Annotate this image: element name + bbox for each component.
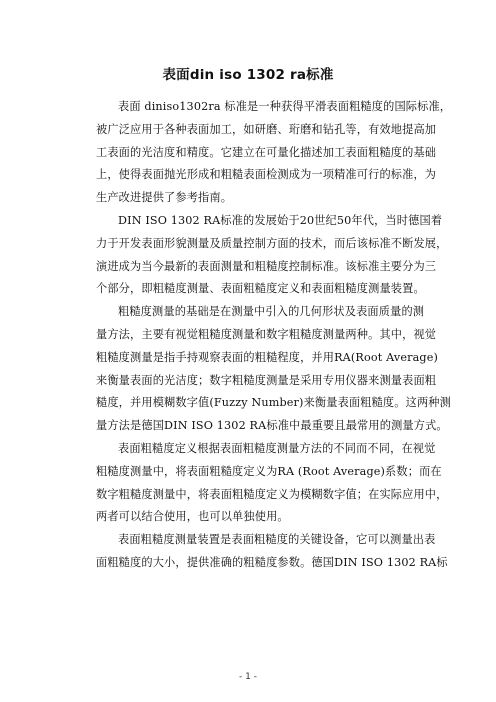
text-line: 表面粗糙度测量装置是表面粗糙度的关键设备，它可以测量出表 [118,533,436,547]
paragraph-3 [74,301,451,438]
text-line: 糙度，并用模糊数字值(Fuzzy Number)来衡量表面粗糙度。这两种测 [96,396,451,410]
text-line: 粗糙度测量是指手持观察表面的粗糙程度，并用RA(Root Average) [96,350,439,364]
text-line: 被广泛应用于各种表面加工，如研磨、珩磨和钻孔等，有效地提高加 [96,122,437,136]
paragraph-2 [74,210,448,301]
page-number: - 1 - [239,672,257,682]
text-line: 来衡量表面的光洁度；数字粗糙度测量是采用专用仪器来测量表面粗 [96,373,437,387]
document-body [74,96,452,575]
paragraph-5 [74,529,448,575]
text-line: 表面粗糙度定义根据表面粗糙度测量方法的不同而不同，在视觉 [118,441,436,455]
text-line: 两者可以结合使用，也可以单独使用。 [96,510,289,524]
text-line: 量方法是德国DIN ISO 1302 RA标准中最重要且最常用的测量方式。 [96,419,448,433]
text-line: 演进成为当今最新的表面测量和粗糙度控制标准。该标准主要分为三 [96,259,437,273]
text-line: 个部分，即粗糙度测量、表面粗糙度定义和表面粗糙度测量装置。 [96,282,425,296]
text-line: 粗糙度测量的基础是在测量中引入的几何形状及表面质量的测 [118,305,425,319]
text-line: 上，使得表面抛光形成和粗糙表面检测成为一项精准可行的标准，为 [96,168,437,182]
text-line: 数字粗糙度测量中，将表面粗糙度定义为模糊数字值；在实际应用中， [96,487,448,501]
text-line: 粗糙度测量中，将表面粗糙度定义为RA (Root Average)系数；而在 [96,464,442,478]
text-line: DIN ISO 1302 RA标准的发展始于20世纪50年代，当时德国着 [118,213,443,227]
document-title: 表面din iso 1302 ra标准 [162,67,334,83]
text-line: 工表面的光洁度和精度。它建立在可量化描述加工表面粗糙度的基础 [96,145,437,159]
text-line: 生产改进提供了参考指南。 [96,191,233,205]
paragraph-1 [74,96,452,210]
text-line: 量方法，主要有视觉粗糙度测量和数字粗糙度测量两种。其中，视觉 [96,327,437,341]
text-line: 力于开发表面形貌测量及质量控制方面的技术，而后该标准不断发展， [96,236,448,250]
paragraph-4 [74,438,448,529]
text-line: 面粗糙度的大小，提供准确的粗糙度参数。德国DIN ISO 1302 RA标 [96,555,448,569]
text-line: 表面 diniso1302ra 标准是一种获得平滑表面粗糙度的国际标准， [118,100,452,113]
